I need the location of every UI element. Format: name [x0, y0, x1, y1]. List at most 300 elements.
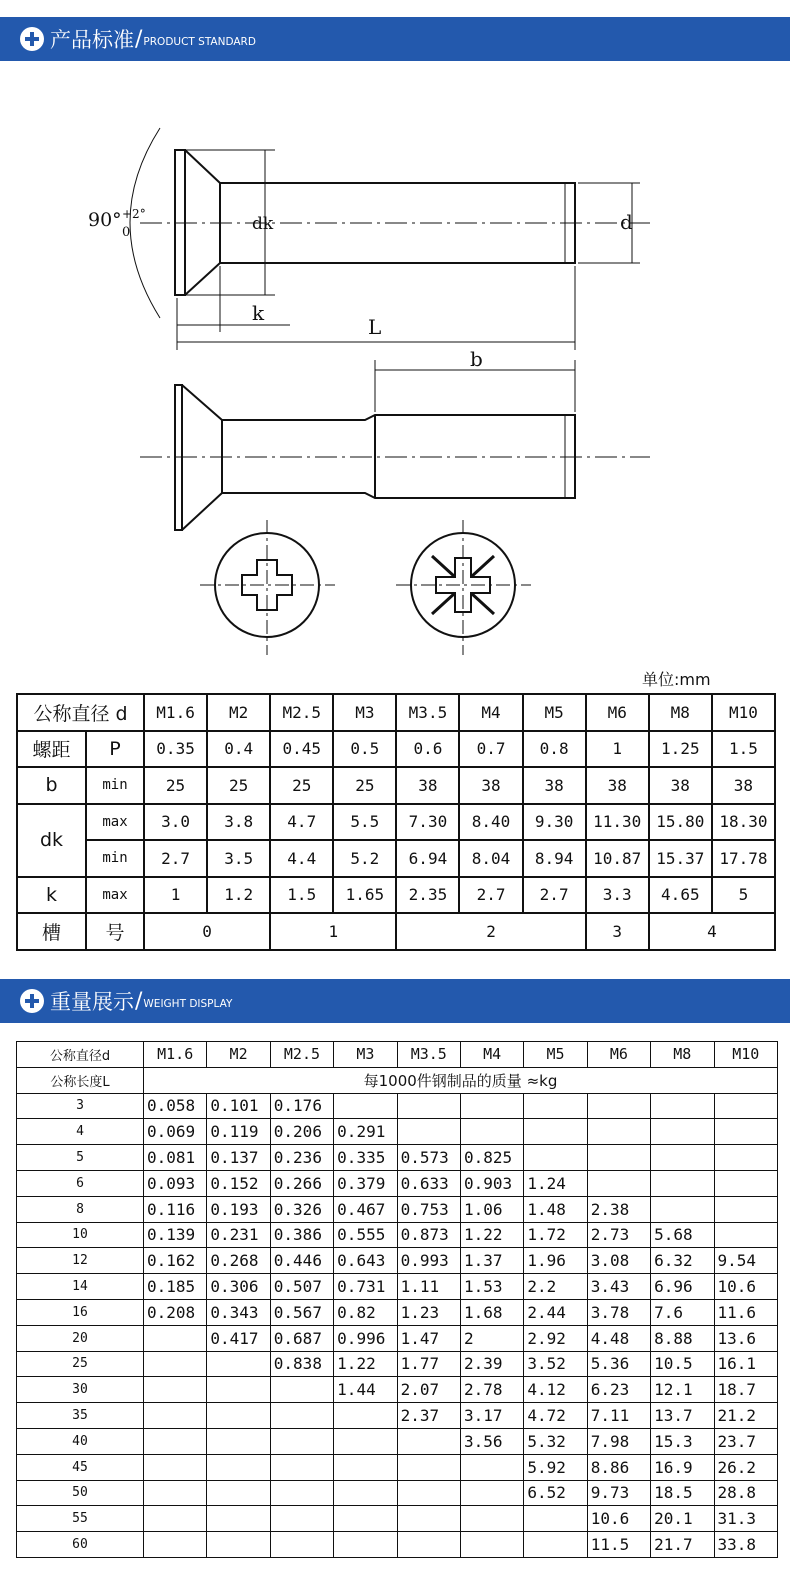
weight-cell — [144, 1377, 207, 1403]
value-cell: 5.5 — [333, 804, 396, 841]
weight-cell: 18.5 — [651, 1480, 714, 1506]
weight-cell: 9.54 — [714, 1248, 777, 1274]
weight-cell — [144, 1454, 207, 1480]
weight-cell — [270, 1454, 333, 1480]
unit-label: 单位:mm — [642, 670, 711, 689]
table-row — [17, 1248, 778, 1274]
weight-cell: 0.069 — [144, 1119, 207, 1145]
weight-cell — [144, 1428, 207, 1454]
table-row — [17, 1377, 778, 1403]
weight-cell: 6.32 — [651, 1248, 714, 1274]
weight-cell: 10.6 — [587, 1506, 650, 1532]
spec-table — [16, 693, 776, 951]
table-row — [17, 1222, 778, 1248]
weight-cell: 1.44 — [334, 1377, 397, 1403]
row-label: k — [17, 877, 86, 914]
size-cell: M6 — [586, 694, 649, 731]
size-cell: M8 — [651, 1042, 714, 1068]
plus-circle-icon — [20, 27, 44, 51]
weight-cell: 2.92 — [524, 1325, 587, 1351]
weight-cell: 0.193 — [207, 1196, 270, 1222]
value-cell: 1.5 — [270, 877, 333, 914]
length-cell: 35 — [17, 1403, 144, 1429]
weight-cell — [397, 1506, 460, 1532]
weight-cell — [207, 1532, 270, 1558]
table-row — [17, 1067, 778, 1093]
L-label: L — [368, 315, 382, 339]
weight-cell: 0.236 — [270, 1145, 333, 1171]
value-cell: 8.04 — [459, 840, 522, 877]
weight-cell: 1.53 — [460, 1274, 523, 1300]
weight-cell: 1.68 — [460, 1299, 523, 1325]
weight-cell: 0.101 — [207, 1093, 270, 1119]
table-row — [17, 1170, 778, 1196]
value-cell: 0.5 — [333, 731, 396, 768]
value-cell: 1 — [144, 877, 207, 914]
weight-cell: 0.379 — [334, 1170, 397, 1196]
length-cell: 10 — [17, 1222, 144, 1248]
weight-cell: 2.38 — [587, 1196, 650, 1222]
section-title-en: PRODUCT STANDARD — [143, 36, 256, 48]
weight-cell: 26.2 — [714, 1454, 777, 1480]
weight-cell — [651, 1170, 714, 1196]
table-row — [17, 1403, 778, 1429]
value-cell: 5.2 — [333, 840, 396, 877]
value-cell: 0 — [144, 913, 270, 950]
weight-cell: 0.326 — [270, 1196, 333, 1222]
value-cell: 8.94 — [523, 840, 586, 877]
size-cell: M5 — [523, 694, 586, 731]
weight-cell: 2.73 — [587, 1222, 650, 1248]
caption-cell: 每1000件钢制品的质量 ≈kg — [144, 1067, 778, 1093]
weight-cell: 0.139 — [144, 1222, 207, 1248]
weight-cell: 4.72 — [524, 1403, 587, 1429]
header-cell: 公称直径 d — [17, 694, 144, 731]
value-cell: 38 — [523, 767, 586, 804]
length-cell: 5 — [17, 1145, 144, 1171]
value-cell: 38 — [586, 767, 649, 804]
value-cell: 2.7 — [144, 840, 207, 877]
weight-cell: 31.3 — [714, 1506, 777, 1532]
value-cell: 4.4 — [270, 840, 333, 877]
weight-cell — [714, 1222, 777, 1248]
weight-cell: 2.37 — [397, 1403, 460, 1429]
weight-cell: 1.06 — [460, 1196, 523, 1222]
weight-cell: 7.98 — [587, 1428, 650, 1454]
size-cell: M6 — [587, 1042, 650, 1068]
table-row — [17, 1119, 778, 1145]
weight-cell: 6.52 — [524, 1480, 587, 1506]
size-cell: M1.6 — [144, 694, 207, 731]
weight-cell: 1.96 — [524, 1248, 587, 1274]
length-cell: 14 — [17, 1274, 144, 1300]
weight-table — [16, 1041, 778, 1558]
weight-cell: 0.162 — [144, 1248, 207, 1274]
length-cell: 55 — [17, 1506, 144, 1532]
value-cell: 3.5 — [207, 840, 270, 877]
table-row — [17, 1325, 778, 1351]
size-cell: M3.5 — [397, 1042, 460, 1068]
weight-cell — [397, 1428, 460, 1454]
value-cell: 25 — [144, 767, 207, 804]
weight-cell: 16.1 — [714, 1351, 777, 1377]
table-row — [17, 1042, 778, 1068]
size-cell: M10 — [712, 694, 775, 731]
weight-cell: 0.555 — [334, 1222, 397, 1248]
weight-cell: 15.3 — [651, 1428, 714, 1454]
value-cell: 10.87 — [586, 840, 649, 877]
table-row — [17, 731, 775, 768]
weight-cell: 16.9 — [651, 1454, 714, 1480]
table-row — [17, 804, 775, 841]
weight-cell — [587, 1093, 650, 1119]
section-title-slash: / — [135, 26, 143, 52]
weight-cell: 9.73 — [587, 1480, 650, 1506]
weight-cell — [207, 1351, 270, 1377]
weight-cell: 3.52 — [524, 1351, 587, 1377]
weight-cell — [460, 1506, 523, 1532]
size-cell: M10 — [714, 1042, 777, 1068]
value-cell: 4 — [649, 913, 775, 950]
weight-cell: 0.731 — [334, 1274, 397, 1300]
weight-cell — [524, 1119, 587, 1145]
weight-cell: 0.208 — [144, 1299, 207, 1325]
length-cell: 4 — [17, 1119, 144, 1145]
weight-cell: 1.77 — [397, 1351, 460, 1377]
value-cell: 1.5 — [712, 731, 775, 768]
value-cell: 4.7 — [270, 804, 333, 841]
weight-cell — [651, 1196, 714, 1222]
weight-cell — [144, 1506, 207, 1532]
length-cell: 25 — [17, 1351, 144, 1377]
value-cell: 6.94 — [396, 840, 459, 877]
value-cell: 38 — [396, 767, 459, 804]
weight-cell: 0.137 — [207, 1145, 270, 1171]
weight-cell — [460, 1480, 523, 1506]
weight-cell — [651, 1119, 714, 1145]
weight-cell — [207, 1377, 270, 1403]
value-cell: 11.30 — [586, 804, 649, 841]
section-header-product-standard — [0, 17, 790, 61]
row-sublabel: min — [86, 840, 144, 877]
value-cell: 2.7 — [459, 877, 522, 914]
section-title-slash: / — [135, 988, 143, 1014]
value-cell: 8.40 — [459, 804, 522, 841]
weight-cell — [460, 1093, 523, 1119]
table-row — [17, 1196, 778, 1222]
weight-cell: 0.266 — [270, 1170, 333, 1196]
angle-label: 90° — [88, 209, 122, 231]
weight-cell: 6.96 — [651, 1274, 714, 1300]
weight-cell — [207, 1454, 270, 1480]
weight-cell: 0.306 — [207, 1274, 270, 1300]
weight-cell — [397, 1119, 460, 1145]
weight-cell: 0.268 — [207, 1248, 270, 1274]
row-label: b — [17, 767, 86, 804]
weight-cell: 13.7 — [651, 1403, 714, 1429]
screw-side-view — [130, 128, 650, 350]
weight-cell — [334, 1428, 397, 1454]
table-row — [17, 767, 775, 804]
weight-cell — [144, 1532, 207, 1558]
value-cell: 3 — [586, 913, 649, 950]
k-label: k — [252, 301, 265, 325]
weight-cell: 0.417 — [207, 1325, 270, 1351]
size-cell: M3 — [334, 1042, 397, 1068]
value-cell: 1 — [586, 731, 649, 768]
weight-cell: 6.23 — [587, 1377, 650, 1403]
weight-cell: 5.32 — [524, 1428, 587, 1454]
value-cell: 1.2 — [207, 877, 270, 914]
weight-cell: 1.72 — [524, 1222, 587, 1248]
table-row — [17, 1454, 778, 1480]
weight-cell: 1.22 — [334, 1351, 397, 1377]
weight-cell: 1.47 — [397, 1325, 460, 1351]
length-cell: 40 — [17, 1428, 144, 1454]
weight-cell: 3.56 — [460, 1428, 523, 1454]
value-cell: 7.30 — [396, 804, 459, 841]
weight-cell — [524, 1093, 587, 1119]
weight-cell: 1.24 — [524, 1170, 587, 1196]
table-row — [17, 1274, 778, 1300]
weight-cell — [460, 1454, 523, 1480]
value-cell: 2 — [396, 913, 585, 950]
weight-cell — [207, 1480, 270, 1506]
value-cell: 15.80 — [649, 804, 712, 841]
length-cell: 12 — [17, 1248, 144, 1274]
length-cell: 20 — [17, 1325, 144, 1351]
weight-cell — [714, 1145, 777, 1171]
weight-cell — [144, 1403, 207, 1429]
weight-cell — [714, 1093, 777, 1119]
value-cell: 1.25 — [649, 731, 712, 768]
weight-cell — [714, 1196, 777, 1222]
value-cell: 25 — [333, 767, 396, 804]
weight-cell: 0.507 — [270, 1274, 333, 1300]
row-label: 螺距 — [17, 731, 86, 768]
weight-cell — [524, 1532, 587, 1558]
weight-cell: 3.08 — [587, 1248, 650, 1274]
weight-cell: 0.291 — [334, 1119, 397, 1145]
weight-cell: 0.82 — [334, 1299, 397, 1325]
weight-cell: 1.23 — [397, 1299, 460, 1325]
weight-cell: 11.5 — [587, 1532, 650, 1558]
weight-cell: 0.573 — [397, 1145, 460, 1171]
weight-cell: 5.68 — [651, 1222, 714, 1248]
weight-cell: 0.119 — [207, 1119, 270, 1145]
value-cell: 9.30 — [523, 804, 586, 841]
length-cell: 45 — [17, 1454, 144, 1480]
weight-cell — [207, 1428, 270, 1454]
value-cell: 15.37 — [649, 840, 712, 877]
size-cell: M2 — [207, 1042, 270, 1068]
weight-cell: 12.1 — [651, 1377, 714, 1403]
weight-cell: 13.6 — [714, 1325, 777, 1351]
weight-cell: 0.643 — [334, 1248, 397, 1274]
weight-cell: 3.43 — [587, 1274, 650, 1300]
length-cell: 6 — [17, 1170, 144, 1196]
phillips-head-view — [200, 520, 335, 655]
section-header-weight-display — [0, 979, 790, 1023]
weight-cell: 0.116 — [144, 1196, 207, 1222]
size-cell: M2 — [207, 694, 270, 731]
weight-cell: 2.07 — [397, 1377, 460, 1403]
weight-cell: 0.633 — [397, 1170, 460, 1196]
weight-cell — [397, 1532, 460, 1558]
value-cell: 0.7 — [459, 731, 522, 768]
screw-thread-view — [140, 360, 650, 530]
value-cell: 25 — [207, 767, 270, 804]
weight-cell: 10.5 — [651, 1351, 714, 1377]
weight-cell — [397, 1093, 460, 1119]
weight-cell: 0.993 — [397, 1248, 460, 1274]
section-title-cn: 产品标准 — [50, 28, 134, 52]
weight-cell — [334, 1480, 397, 1506]
table-row — [17, 1145, 778, 1171]
angle-tolerance-upper: +2° — [122, 207, 146, 221]
weight-cell: 3.78 — [587, 1299, 650, 1325]
weight-cell — [144, 1351, 207, 1377]
weight-cell: 4.12 — [524, 1377, 587, 1403]
table-row — [17, 1093, 778, 1119]
weight-cell: 0.567 — [270, 1299, 333, 1325]
weight-cell: 8.88 — [651, 1325, 714, 1351]
weight-cell: 2.78 — [460, 1377, 523, 1403]
weight-cell: 1.37 — [460, 1248, 523, 1274]
size-cell: M3.5 — [396, 694, 459, 731]
weight-cell: 4.48 — [587, 1325, 650, 1351]
weight-cell: 2.39 — [460, 1351, 523, 1377]
size-cell: M8 — [649, 694, 712, 731]
weight-cell — [334, 1093, 397, 1119]
weight-cell: 1.48 — [524, 1196, 587, 1222]
weight-cell — [334, 1506, 397, 1532]
value-cell: 1.65 — [333, 877, 396, 914]
weight-cell: 20.1 — [651, 1506, 714, 1532]
value-cell: 2.7 — [523, 877, 586, 914]
size-cell: M4 — [459, 694, 522, 731]
size-cell: M2.5 — [270, 1042, 333, 1068]
row-label: dk — [17, 804, 86, 877]
weight-cell: 0.185 — [144, 1274, 207, 1300]
weight-cell: 1.22 — [460, 1222, 523, 1248]
weight-cell — [334, 1403, 397, 1429]
length-cell: 16 — [17, 1299, 144, 1325]
weight-cell: 3.17 — [460, 1403, 523, 1429]
weight-cell — [460, 1532, 523, 1558]
weight-cell — [651, 1093, 714, 1119]
size-cell: M1.6 — [144, 1042, 207, 1068]
weight-cell — [270, 1480, 333, 1506]
weight-cell: 28.8 — [714, 1480, 777, 1506]
weight-cell — [334, 1454, 397, 1480]
weight-cell: 8.86 — [587, 1454, 650, 1480]
value-cell: 0.45 — [270, 731, 333, 768]
section-title-cn: 重量展示 — [50, 990, 134, 1014]
value-cell: 5 — [712, 877, 775, 914]
length-cell: 3 — [17, 1093, 144, 1119]
weight-cell — [334, 1532, 397, 1558]
weight-cell: 0.093 — [144, 1170, 207, 1196]
weight-cell: 0.335 — [334, 1145, 397, 1171]
value-cell: 17.78 — [712, 840, 775, 877]
weight-cell — [651, 1145, 714, 1171]
weight-cell: 2.44 — [524, 1299, 587, 1325]
value-cell: 3.3 — [586, 877, 649, 914]
dk-label: dk — [252, 214, 274, 234]
value-cell: 3.0 — [144, 804, 207, 841]
weight-cell — [714, 1170, 777, 1196]
length-header-cell: 公称长度L — [17, 1067, 144, 1093]
screw-technical-drawing — [0, 70, 790, 660]
weight-cell — [207, 1403, 270, 1429]
weight-cell: 2 — [460, 1325, 523, 1351]
weight-cell: 0.838 — [270, 1351, 333, 1377]
table-row — [17, 1428, 778, 1454]
value-cell: 4.65 — [649, 877, 712, 914]
weight-cell: 1.11 — [397, 1274, 460, 1300]
weight-cell: 23.7 — [714, 1428, 777, 1454]
value-cell: 25 — [270, 767, 333, 804]
weight-cell — [460, 1119, 523, 1145]
weight-cell: 0.058 — [144, 1093, 207, 1119]
weight-cell: 18.7 — [714, 1377, 777, 1403]
table-row — [17, 1299, 778, 1325]
weight-cell — [524, 1506, 587, 1532]
weight-cell: 10.6 — [714, 1274, 777, 1300]
weight-cell — [397, 1480, 460, 1506]
weight-cell: 0.206 — [270, 1119, 333, 1145]
weight-cell — [270, 1377, 333, 1403]
row-label: 槽 — [17, 913, 86, 950]
value-cell: 1 — [270, 913, 396, 950]
size-cell: M2.5 — [270, 694, 333, 731]
value-cell: 2.35 — [396, 877, 459, 914]
angle-tolerance-lower: 0 — [122, 225, 131, 240]
b-label: b — [470, 347, 483, 371]
value-cell: 3.8 — [207, 804, 270, 841]
weight-cell — [714, 1119, 777, 1145]
value-cell: 38 — [649, 767, 712, 804]
table-row — [17, 1532, 778, 1558]
weight-cell — [587, 1145, 650, 1171]
weight-cell: 0.687 — [270, 1325, 333, 1351]
weight-cell: 5.36 — [587, 1351, 650, 1377]
weight-cell — [207, 1506, 270, 1532]
row-sublabel: P — [86, 731, 144, 768]
weight-cell: 0.231 — [207, 1222, 270, 1248]
weight-cell: 0.996 — [334, 1325, 397, 1351]
weight-cell: 0.825 — [460, 1145, 523, 1171]
value-cell: 0.8 — [523, 731, 586, 768]
weight-cell — [270, 1403, 333, 1429]
value-cell: 0.6 — [396, 731, 459, 768]
size-cell: M5 — [524, 1042, 587, 1068]
weight-cell: 5.92 — [524, 1454, 587, 1480]
value-cell: 18.30 — [712, 804, 775, 841]
weight-cell — [397, 1454, 460, 1480]
weight-cell: 0.176 — [270, 1093, 333, 1119]
plus-circle-icon — [20, 989, 44, 1013]
table-row — [17, 877, 775, 914]
weight-cell: 0.081 — [144, 1145, 207, 1171]
pozidriv-head-view — [396, 520, 531, 655]
header-cell: 公称直径d — [17, 1042, 144, 1068]
length-cell: 30 — [17, 1377, 144, 1403]
weight-cell: 0.446 — [270, 1248, 333, 1274]
length-cell: 8 — [17, 1196, 144, 1222]
value-cell: 0.4 — [207, 731, 270, 768]
